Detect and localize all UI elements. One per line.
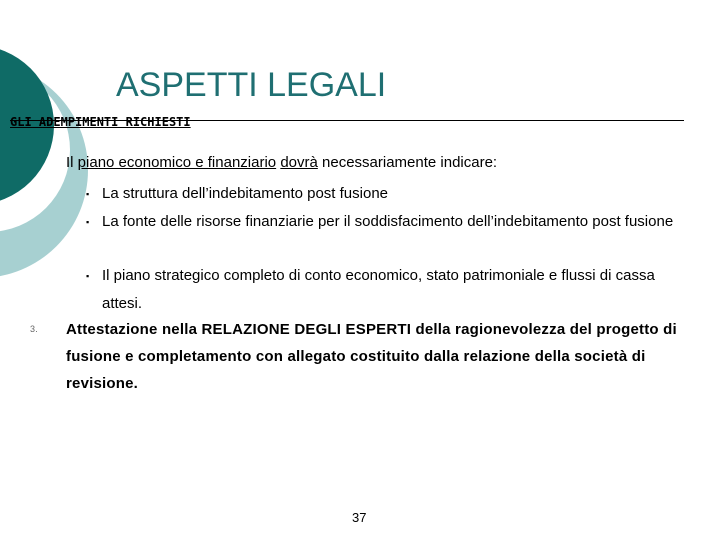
intro-line [66, 154, 497, 171]
intro-underlined-plan: piano economico e finanziario [77, 154, 277, 171]
intro-text-after: necessariamente indicare: [317, 154, 498, 171]
bullet-item [86, 180, 676, 208]
title-divider [10, 120, 684, 121]
bullet-item [86, 208, 676, 236]
intro-text-before: Il [66, 154, 78, 171]
slide-title: ASPETTI LEGALI [116, 66, 387, 104]
page-number: 37 [352, 510, 367, 525]
slide-subtitle: GLI ADEMPIMENTI RICHIESTI [10, 115, 191, 129]
intro-underlined-verb: dovrà [280, 154, 318, 171]
bullet-item [86, 262, 676, 318]
bullet-text: La struttura dell’indebitamento post fusione [102, 185, 389, 202]
bullet-icon: ▪ [86, 217, 90, 227]
numbered-item-text: Attestazione nella RELAZIONE DEGLI ESPERTI della ragionevolezza del progetto di fusione e completamento con allegato costituito dalla relazione della società di revisione. [66, 321, 677, 392]
decorative-circles [0, 0, 120, 300]
bullet-text: La fonte delle risorse finanziarie per il soddisfacimento dell’indebitamento post fusione [102, 213, 674, 230]
bullet-icon: ▪ [86, 271, 90, 281]
numbered-item [30, 316, 690, 397]
item-number: 3. [30, 324, 38, 334]
bullet-text: Il piano strategico completo di conto economico, stato patrimoniale e flussi di cassa attesi. [102, 267, 655, 312]
bullet-icon: ▪ [86, 189, 90, 199]
